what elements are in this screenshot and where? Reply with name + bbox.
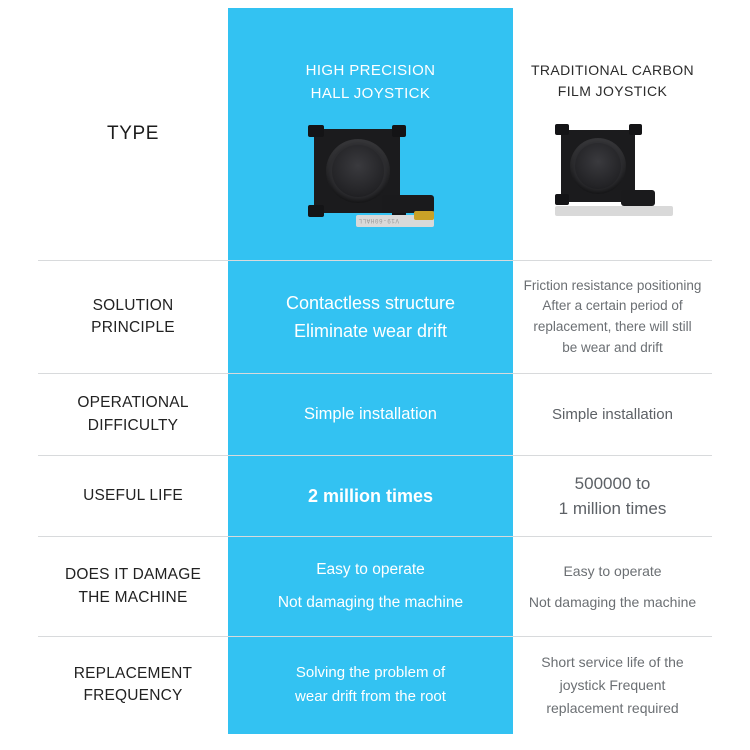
cell-text-line: Short service life of the — [541, 653, 684, 670]
cell-text-line: Not damaging the machine — [277, 593, 464, 611]
cell-text-line: 500000 to — [574, 473, 651, 493]
header-hall-line2: HALL JOYSTICK — [310, 84, 431, 102]
header-cell-hall — [228, 8, 513, 260]
cell-text-line: Easy to operate — [563, 563, 662, 580]
cell-hall-solution-principle — [228, 261, 513, 373]
hall-joystick-photo — [296, 123, 446, 243]
cell-text-line: 2 million times — [307, 485, 434, 506]
header-cell-type — [38, 8, 228, 260]
table-row — [38, 261, 712, 374]
cell-hall-does-it-damage-the-machine — [228, 537, 513, 635]
cell-text-line: replacement required — [546, 699, 679, 716]
cell-text-line: replacement, there will still — [533, 319, 692, 335]
cell-traditional-useful-life — [513, 456, 712, 536]
table-row — [38, 637, 712, 734]
cell-text-line: 1 million times — [558, 499, 667, 519]
cell-traditional-does-it-damage-the-machine — [513, 537, 712, 635]
table-row — [38, 537, 712, 636]
cell-traditional-replacement-frequency — [513, 637, 712, 734]
cell-text-line: Solving the problem of — [295, 664, 446, 682]
row-label-line2: PRINCIPLE — [91, 319, 175, 337]
hall-joystick-marking: V19-60HALL — [357, 217, 399, 224]
carbon-film-joystick-photo — [537, 120, 687, 240]
table-row — [38, 374, 712, 455]
row-label-line2: THE MACHINE — [78, 588, 188, 606]
cell-text-line: After a certain period of — [542, 298, 683, 314]
cell-text-line: be wear and drift — [562, 340, 663, 356]
comparison-table — [38, 8, 712, 734]
row-label-line2: FREQUENCY — [83, 687, 183, 705]
row-label-line1: OPERATIONAL — [77, 394, 189, 412]
header-trad-line2: FILM JOYSTICK — [557, 83, 668, 99]
cell-traditional-operational-difficulty — [513, 374, 712, 454]
header-trad-line1: TRADITIONAL CARBON — [530, 62, 695, 78]
cell-text-line: wear drift from the root — [295, 688, 446, 706]
cell-text-line: Eliminate wear drift — [293, 321, 448, 342]
row-label-replacement-frequency — [38, 637, 228, 734]
cell-text-line: Not damaging the machine — [528, 593, 697, 610]
row-label-line1: DOES IT DAMAGE — [64, 566, 201, 584]
cell-text-line: Easy to operate — [316, 560, 425, 578]
cell-text-line: Friction resistance positioning — [523, 277, 702, 293]
cell-text-line: Simple installation — [304, 405, 437, 424]
row-label-solution-principle — [38, 261, 228, 373]
row-label-line2: DIFFICULTY — [87, 416, 179, 434]
cell-traditional-solution-principle — [513, 261, 712, 373]
table-row — [38, 456, 712, 537]
cell-text-line: Simple installation — [552, 406, 673, 424]
row-label-line1: SOLUTION — [92, 296, 174, 314]
cell-text-line: Contactless structure — [285, 292, 456, 313]
cell-hall-operational-difficulty — [228, 374, 513, 454]
header-hall-line1: HIGH PRECISION — [305, 62, 436, 79]
header-cell-traditional — [513, 8, 712, 260]
cell-text-line: joystick Frequent — [559, 676, 666, 693]
cell-hall-replacement-frequency — [228, 637, 513, 734]
cell-hall-useful-life — [228, 456, 513, 536]
row-label-line1: USEFUL LIFE — [83, 486, 183, 504]
row-label-operational-difficulty — [38, 374, 228, 454]
row-label-does-it-damage-the-machine — [38, 537, 228, 635]
header-type-label: TYPE — [106, 123, 160, 145]
row-label-useful-life — [38, 456, 228, 536]
table-header-row — [38, 8, 712, 261]
row-label-line1: REPLACEMENT — [73, 664, 193, 682]
